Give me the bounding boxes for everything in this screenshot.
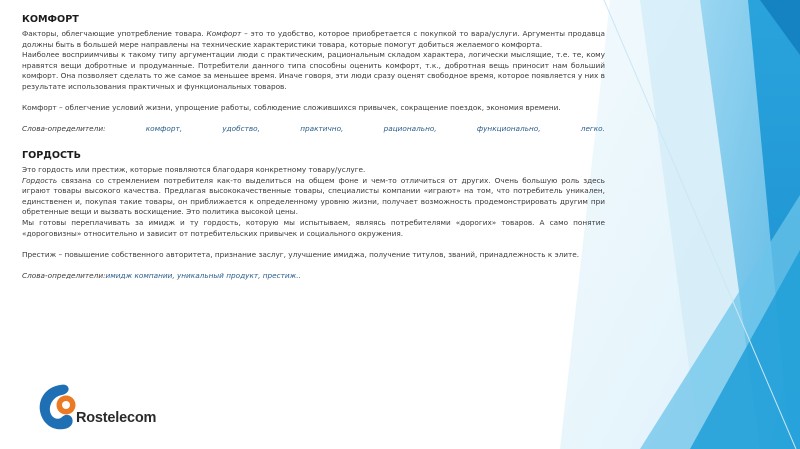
comfort-keyword: практично, [300,124,344,134]
comfort-paragraph-3: Комфорт – облегчение условий жизни, упрощение работы, соблюдение сложившихся привычек, сокращение поездок, экономия времени. [22,103,561,113]
comfort-intro-term: Комфорт [206,29,242,38]
pride-paragraph-4: Престиж – повышение собственного авторитета, признание заслуг, улучшение имиджа, получение титулов, званий, принадлежность к элите. [22,249,580,259]
comfort-keywords [22,124,605,135]
comfort-keywords-label: Слова-определители: [22,124,106,134]
pride-paragraph-1: Это гордость или престиж, которые появляются благодаря конкретному товару/услуге. [22,164,366,174]
pride-paragraph-2-rest: связана со стремлением потребителя как-то выделиться на общем фоне и чем-то отличиться от других. Очень большую роль здесь играют товары высокого качества. Предлагая высококачественные товары, специалисты компании «играют» на том, что потребитель уникален, единственен и, покупая такие товары, он приближается к определенному уровню жизни, получает возможность продемонстрировать другим при обретенные вещи и вызвать восхищение. Это политика высокой цены. [22,175,605,217]
comfort-keyword: легко. [580,124,605,134]
pride-paragraph-3: Мы готовы переплачивать за имидж и ту гордость, которую мы испытываем, являясь потребителями «дорогих» товаров. А само понятие «дороговизны» относительно и зависит от потребительских привычек и социального окружения. [22,217,605,238]
pride-keywords [22,271,605,282]
comfort-keyword: рационально, [383,124,437,134]
rostelecom-logo-text: Rostelecom [76,410,157,426]
comfort-paragraph-2: Наиболее восприимчивы к такому типу аргументации люди с практическим, рациональным складом характера, логически мыслящие, т.е. те, кому нравятся вещи добротные и продуманные. Потребители данного типа способны оценить комфорт, т.к., добротная вещь приносит нам больший комфорт. Она позволяет сделать то же самое за меньшее время. Иначе говоря, эти люди сразу оценят свободное время, которое появляется у них в результате использования практичных и функциональных товаров. [22,50,605,91]
comfort-keyword: комфорт, [145,124,183,134]
comfort-intro [22,29,605,50]
pride-term: Гордость [22,175,58,185]
pride-keywords-text: имидж компании, уникальный продукт, престиж.. [105,270,301,280]
comfort-keyword: удобство, [222,124,260,134]
comfort-heading: КОМФОРТ [22,14,79,25]
comfort-intro-rest: – это то удобство, которое приобретается с покупкой то вара/услуги. Аргументы продавца должны быть в большей мере направлены на технические характеристики товара, которые помогут добиться желаемого комфорта. [22,29,605,49]
pride-paragraph-2 [22,176,605,218]
pride-heading: ГОРДОСТЬ [22,149,81,161]
comfort-intro-text: Факторы, облегчающие употребление товара. [22,29,207,38]
pride-keywords-label: Слова-определители: [22,270,106,280]
slide-content [22,13,605,281]
comfort-keyword: функционально, [476,124,541,134]
